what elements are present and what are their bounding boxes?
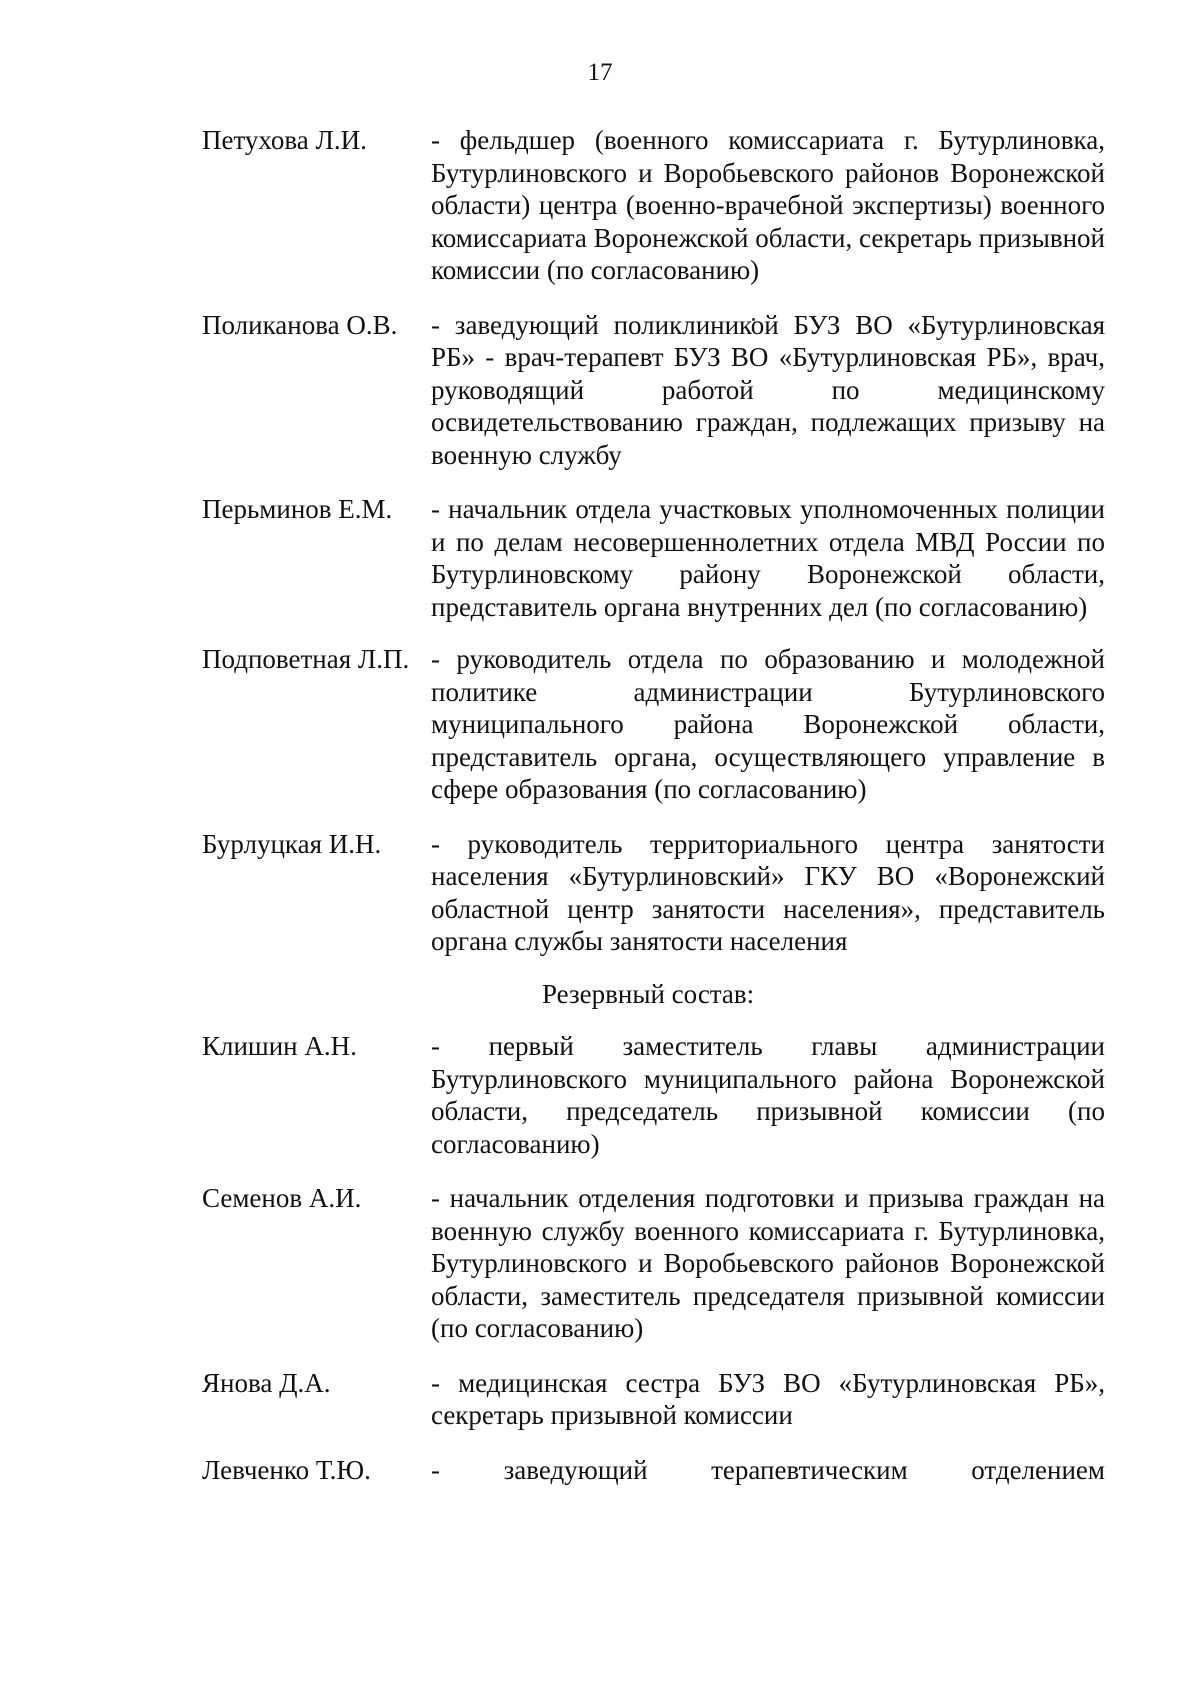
member-entry <box>202 124 1105 287</box>
member-description: - первый заместитель главы администрации Бутурлиновского муниципального района Воронежской области, председатель призывной комиссии (по согласованию) <box>431 1031 1105 1159</box>
member-name: Клишин А.Н. <box>202 1031 357 1061</box>
member-entry <box>202 643 1105 806</box>
reserve-heading: Резервный состав: <box>542 978 755 1009</box>
reserve-member-entry <box>202 1454 1105 1487</box>
page-number: 17 <box>587 59 613 86</box>
reserve-member-entry <box>202 1182 1105 1345</box>
member-description: - начальник отделения подготовки и призыва граждан на военную службу военного комиссариата г. Бутурлиновка, Бутурлиновского и Воробьевского районов Воронежской области, заместитель председателя призывной комиссии (по согласованию) <box>431 1183 1105 1343</box>
member-description: - заведующий терапевтическим отделением <box>431 1454 1105 1485</box>
member-entry <box>202 493 1105 623</box>
member-description: - заведующий поликлиникой БУЗ ВО «Бутурлиновская РБ» - врач-терапевт БУЗ ВО «Бутурлиновская РБ», врач, руководящий работой по медицинскому освидетельствованию граждан, подлежащих призыву на военную службу <box>431 309 1105 470</box>
member-entry <box>202 309 1105 472</box>
member-name: Подповетная Л.П. <box>202 644 410 674</box>
member-name: Бурлуцкая И.Н. <box>202 828 382 859</box>
member-description: - руководитель отдела по образованию и молодежной политике администрации Бутурлиновского муниципального района Воронежской области, представитель органа, осуществляющего управление в сфере образования (по согласованию) <box>431 644 1105 804</box>
member-name: Янова Д.А. <box>202 1367 331 1398</box>
member-description: - медицинская сестра БУЗ ВО «Бутурлиновская РБ», секретарь призывной комиссии <box>431 1367 1105 1430</box>
reserve-member-entry <box>202 1367 1105 1432</box>
reserve-member-entry <box>202 1030 1105 1160</box>
member-description: - фельдшер (военного комиссариата г. Бутурлиновка, Бутурлиновского и Воробьевского районов Воронежской области) центра (военно-врачебной экспертизы) военного комиссариата Воронежской области, секретарь призывной комиссии (по согласованию) <box>431 125 1105 285</box>
member-name: Поликанова О.В. <box>202 309 398 340</box>
member-description: - руководитель территориального центра занятости населения «Бутурлиновский» ГКУ ВО «Воронежский областной центр занятости населения», представитель органа службы занятости населения <box>431 828 1105 956</box>
member-name: Перьминов Е.М. <box>202 494 393 524</box>
member-entry <box>202 828 1105 958</box>
member-name: Левченко Т.Ю. <box>202 1454 371 1485</box>
member-name: Петухова Л.И. <box>202 125 367 155</box>
commission-list <box>202 124 1105 1486</box>
member-name: Семенов А.И. <box>202 1183 362 1213</box>
member-description: - начальник отдела участковых уполномоченных полиции и по делам несовершеннолетних отдела МВД России по Бутурлиновскому району Воронежской области, представитель органа внутренних дел (по согласованию) <box>431 494 1105 622</box>
